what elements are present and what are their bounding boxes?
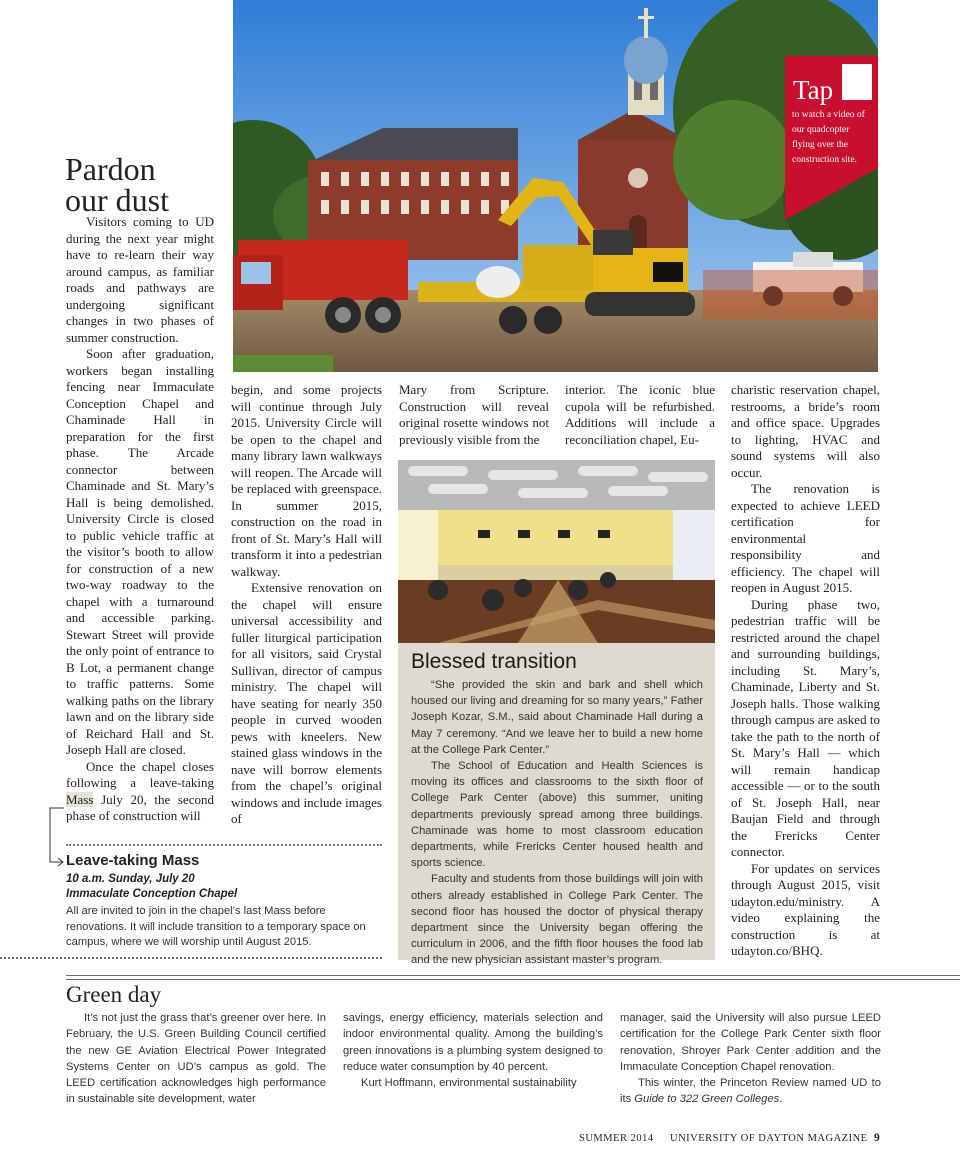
blessed-transition-text xyxy=(411,677,703,969)
footer-magazine: UNIVERSITY OF DAYTON MAGAZINE xyxy=(670,1133,868,1144)
tap-video-badge[interactable] xyxy=(785,56,878,220)
dotted-divider xyxy=(0,957,382,959)
mass-box-title: Leave-taking Mass xyxy=(66,852,200,869)
mass-highlight-link[interactable]: Mass xyxy=(66,791,94,807)
dotted-divider xyxy=(66,844,382,846)
green-column-2 xyxy=(343,1010,603,1091)
green-day-title: Green day xyxy=(66,982,162,1007)
paragraph: manager, said the University will also pursue LEED certification for the College Park Center sixth floor renovation, Shroyer Park Center addition and the Immaculate Conception Chapel renovation. xyxy=(620,1012,881,1073)
paragraph: begin, and some projects will continue through July 2015. University Circle will be open to the chapel and many library lawn walkways will reopen. The Arcade will be replaced with greenspace. In summer 2015, construction on the road in front of St. Mary’s Hall will transform it into a pedestrian walkway. xyxy=(231,382,382,579)
connector-arrow-icon xyxy=(44,800,68,870)
paragraph: It’s not just the grass that’s greener over here. In February, the U.S. Green Building Council certified the new GE Aviation Electrical Power Integrated Systems Center on UD’s campus as gold. The LEED certification acknowledges high performance in sustainable site development, water xyxy=(66,1012,326,1106)
tap-caption: to watch a video of our quadcopter flying over the construction site. xyxy=(792,110,865,165)
green-column-3 xyxy=(620,1010,881,1108)
paragraph: The School of Education and Health Sciences is moving its offices and classrooms to the sixth floor of College Park Center (above) this summer, uniting departments previously spread among three buildings. Chaminade was home to most classroom education departments, while Frericks Center housed health and sports science. xyxy=(411,760,703,870)
construction-photo-svg xyxy=(233,0,878,372)
blessed-transition-title: Blessed transition xyxy=(411,650,577,673)
section-rule xyxy=(66,979,960,980)
article-column-4 xyxy=(565,382,715,448)
article-column-5 xyxy=(731,382,880,960)
paragraph xyxy=(620,1075,881,1108)
tap-word: Tap xyxy=(793,75,834,105)
paragraph: Faculty and students from those buildings will join with others already established in College Park Center. The second floor has housed the doctor of physical therapy department since the University began offering the curriculum in 2006, and the fifth floor houses the food lab and the new physician assistant master’s program. xyxy=(411,873,703,967)
text-run: July 20, the second phase of construction will xyxy=(66,791,215,823)
mass-box-text: All are invited to join in the chapel’s last Mass before renovations. It will include transition to a temporary space on campus, where we will worship until August 2015. xyxy=(66,905,366,948)
text-run: . xyxy=(779,1093,783,1106)
college-park-center-photo xyxy=(398,460,715,643)
paragraph: “She provided the skin and bark and shell which housed our living and dreaming for so many years,” Father Joseph Kozar, S.M., said about Chaminade Hall during a May 7 ceremony. “And we leave her to build a new home at the College Park Center.” xyxy=(411,679,703,756)
paragraph: Mary from Scripture. Construction will reveal original rosette windows not previously visible from the xyxy=(399,382,549,447)
paragraph: charistic reservation chapel, restrooms, a bride’s room and office space. Upgrades to lighting, HVAC and sound systems will also occur. xyxy=(731,382,880,480)
green-column-1 xyxy=(66,1010,326,1108)
paragraph: Visitors coming to UD during the next year might have to re-learn their way around campus, as familiar roads and pathways are undergoing significant changes in two phases of summer construction. xyxy=(66,214,214,345)
article-title-line1: Pardon xyxy=(65,151,156,187)
paragraph: Soon after graduation, workers began installing fencing near Immaculate Conception Chapel and Chaminade Hall in preparation for the first phase. The Arcade connector between Chaminade and St. Mary’s Hall is being demolished. University Circle is closed to public vehicle traffic at the visitor’s booth to allow for construction of a new two-way roadway to the chapel with a turnaround and accessible parking. Stewart Street will provide the only point of entrance to B Lot, a permanent change to traffic patterns. Some walking paths on the library lawn and on the library side of Reichard Hall and St. Joseph Hall are closed. xyxy=(66,346,214,757)
paragraph xyxy=(66,759,214,825)
article-column-1 xyxy=(66,214,214,825)
section-rule xyxy=(66,975,960,976)
paragraph: For updates on services through August 2015, visit udayton.edu/ministry. A video explaining the construction is at udayton.co/BHQ. xyxy=(731,860,880,958)
paragraph: Kurt Hoffmann, environmental sustainability xyxy=(361,1077,577,1090)
construction-photo xyxy=(233,0,878,372)
book-title: Guide to 322 Green Colleges xyxy=(634,1093,780,1106)
article-column-3 xyxy=(399,382,549,448)
footer-issue: SUMMER 2014 xyxy=(579,1133,654,1144)
article-title xyxy=(65,151,169,218)
paragraph: interior. The iconic blue cupola will be refurbished. Additions will include a reconciliation chapel, Eu- xyxy=(565,382,715,447)
text-run: This winter, the Princeton Review named UD to its xyxy=(620,1077,881,1106)
article-title-line2: our dust xyxy=(65,182,169,218)
mass-box-details xyxy=(66,872,237,902)
text-run: Once the chapel closes following a leave-taking xyxy=(66,758,214,790)
paragraph: savings, energy efficiency, materials selection and indoor environmental quality. Among the building’s green innovations is a plumbing system designed to reduce water consumption by 40 percent. xyxy=(343,1012,603,1073)
paragraph: During phase two, pedestrian traffic will be restricted around the chapel and surrounding buildings, including St. Mary’s, Chaminade, Liberty and St. Joseph halls. Those walking through campus are asked to take the path to the north of St. Mary’s Hall — which will remain handicap accessible — or to the south of St. Joseph Hall, near Baujan Field and through the Frericks Center connector. xyxy=(731,596,880,859)
page-number: 9 xyxy=(874,1132,880,1144)
article-column-2 xyxy=(231,382,382,828)
interior-photo-svg xyxy=(398,460,715,643)
paragraph: The renovation is expected to achieve LEED certification for environmental responsibility and efficiency. The chapel will reopen in August 2015. xyxy=(731,481,880,595)
mass-time: 10 a.m. Sunday, July 20 xyxy=(66,873,195,885)
mass-place: Immaculate Conception Chapel xyxy=(66,888,238,900)
paragraph: Extensive renovation on the chapel will ensure universal accessibility and fuller liturgical participation for all visitors, said Crystal Sullivan, director of campus ministry. The chapel will have seating for nearly 350 people in curved wooden pews with kneelers. New stained glass windows in the nave will borrow elements from the chapel’s original windows and include images of xyxy=(231,580,382,826)
